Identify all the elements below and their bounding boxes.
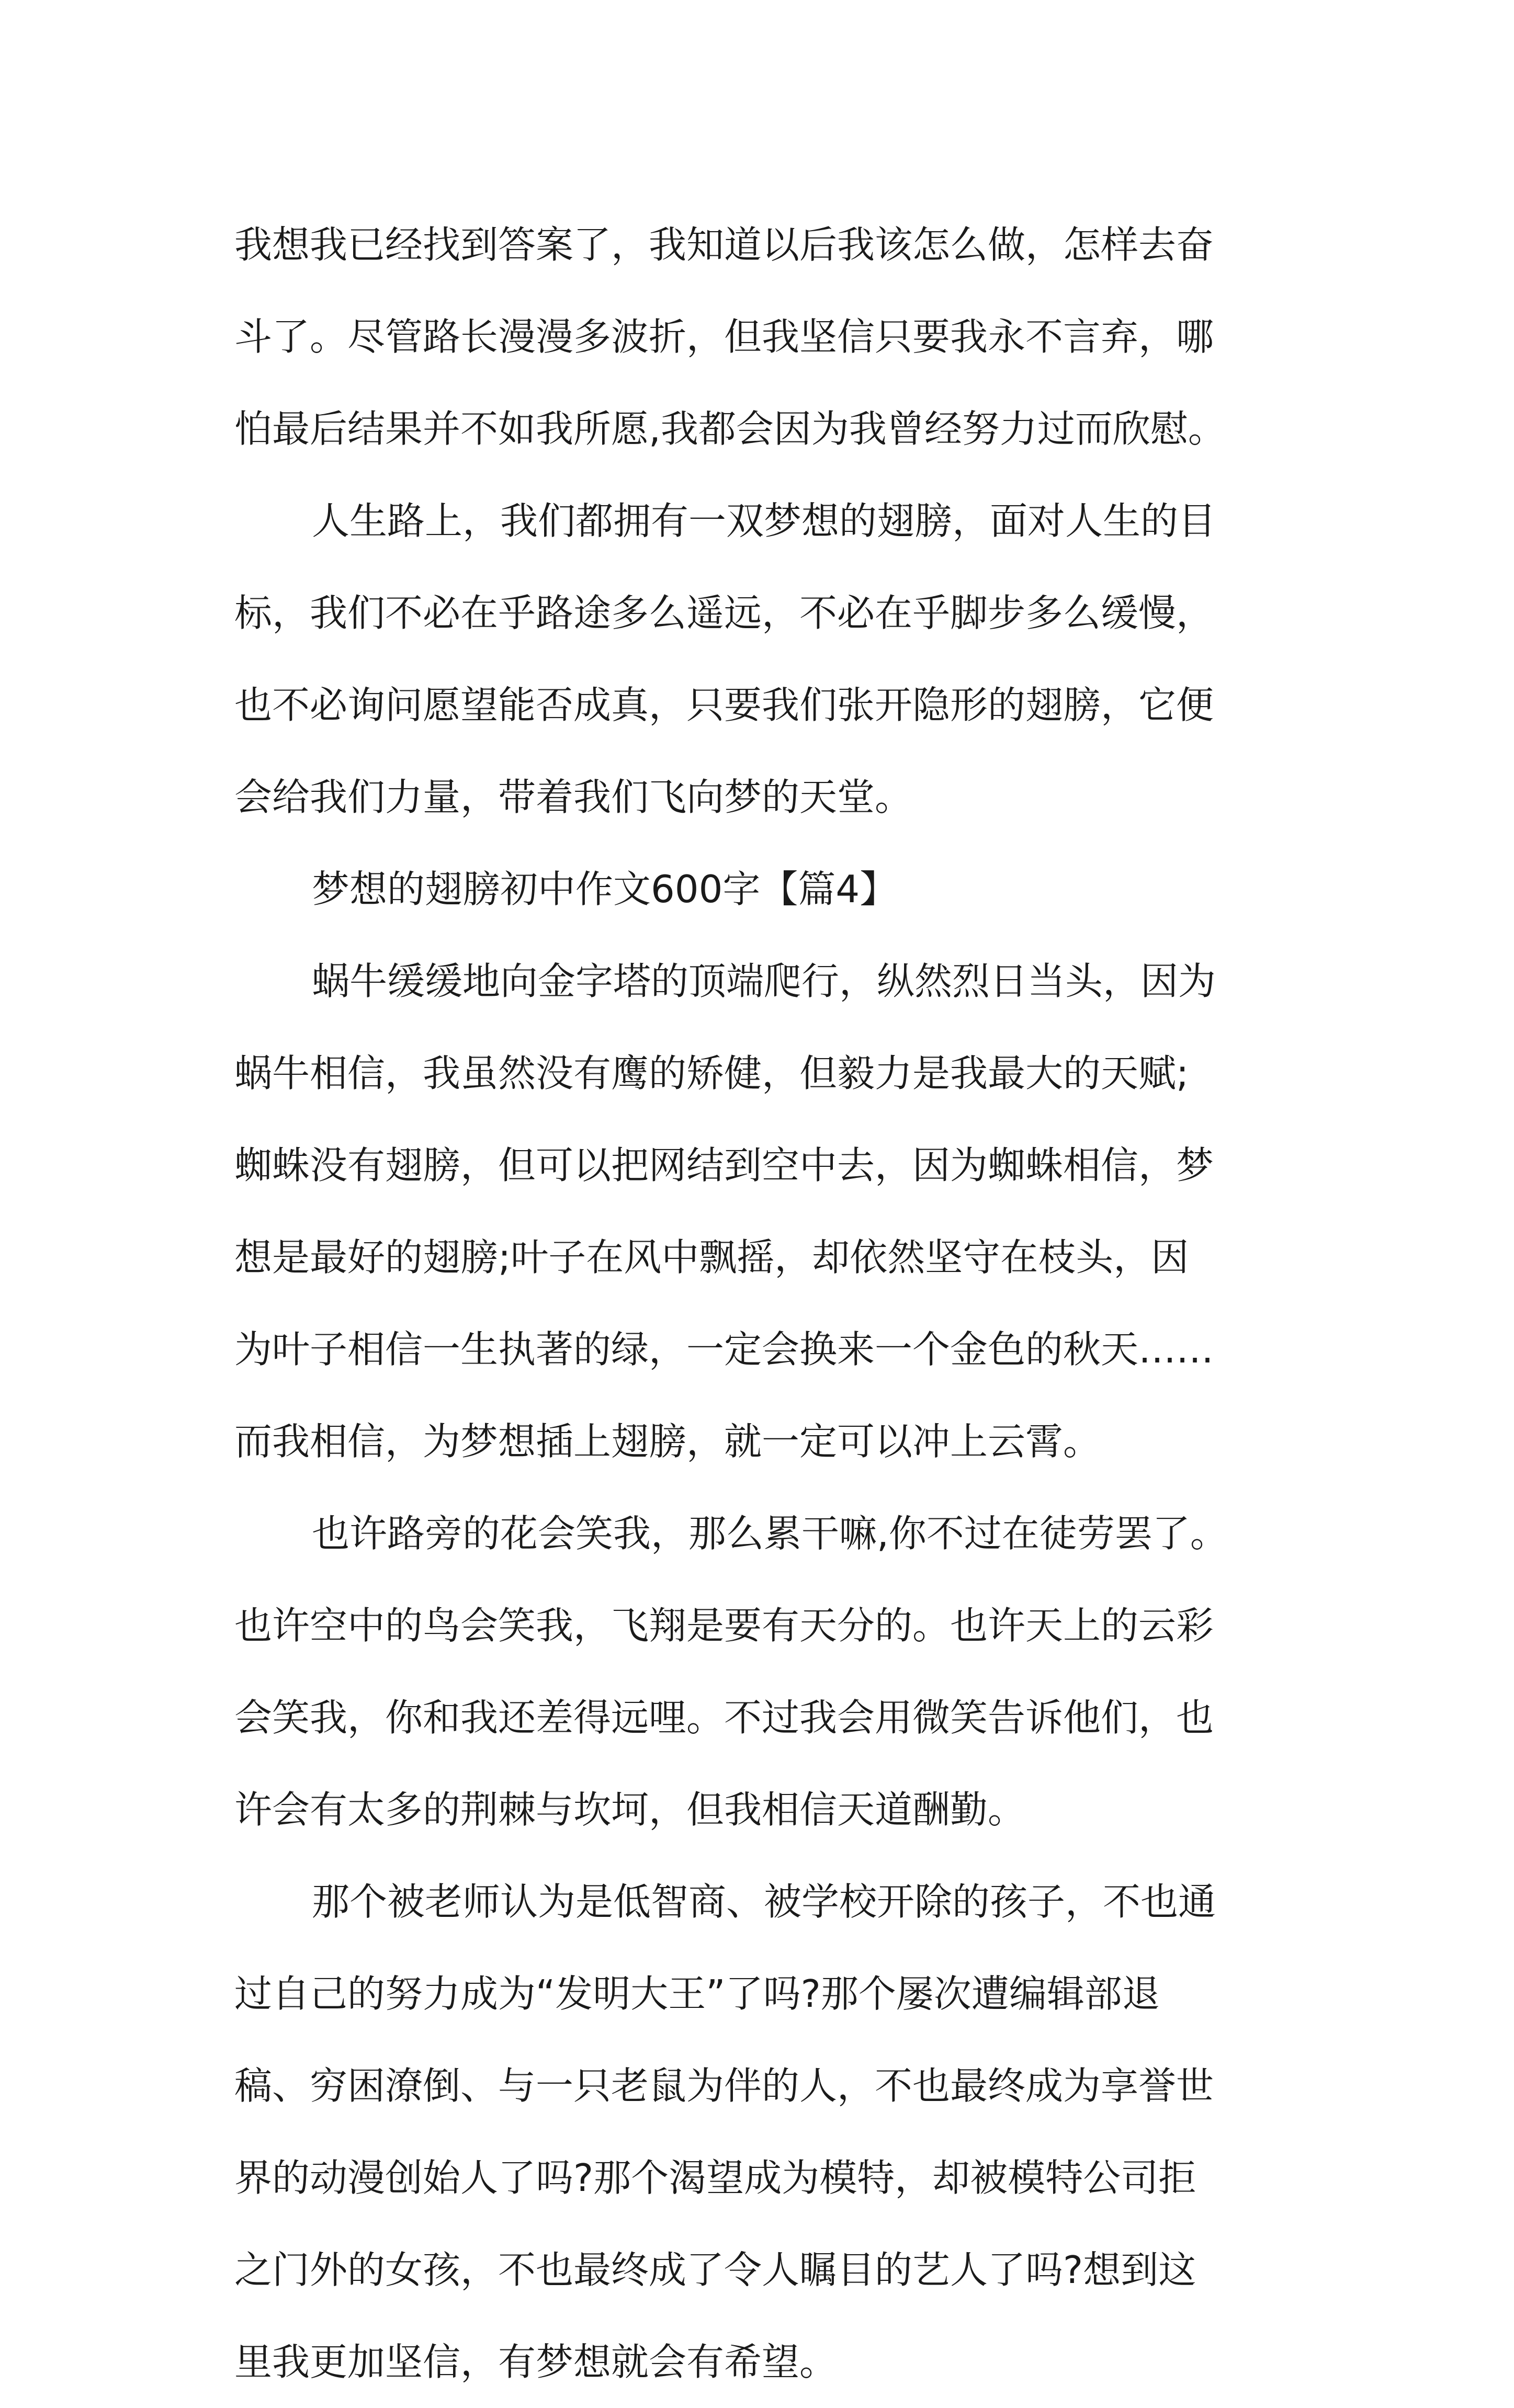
text-line: 蜗牛相信，我虽然没有鹰的矫健，但毅力是我最大的天赋;	[234, 1051, 1189, 1095]
text-line: 过自己的努力成为“发明大王”了吗?那个屡次遭编辑部退	[234, 1972, 1160, 2016]
text-line: 斗了。尽管路长漫漫多波折，但我坚信只要我永不言弃，哪	[234, 315, 1214, 359]
text-line: 会给我们力量，带着我们飞向梦的天堂。	[234, 775, 913, 819]
text-line: 会笑我，你和我还差得远哩。不过我会用微笑告诉他们，也	[234, 1696, 1214, 1740]
text-line: 蜘蛛没有翅膀，但可以把网结到空中去，因为蜘蛛相信，梦	[234, 1143, 1214, 1187]
text-line: 稿、穷困潦倒、与一只老鼠为伴的人，不也最终成为享誉世	[234, 2064, 1214, 2108]
text-line: 许会有太多的荆棘与坎坷，但我相信天道酬勤。	[234, 1788, 1026, 1832]
text-line: 标，我们不必在乎路途多么遥远，不必在乎脚步多么缓慢，	[234, 591, 1214, 635]
text-line: 界的动漫创始人了吗?那个渴望成为模特，却被模特公司拒	[234, 2156, 1196, 2200]
document-body	[234, 199, 1343, 2408]
text-line: 蜗牛缓缓地向金字塔的顶端爬行，纵然烈日当头，因为	[312, 959, 1216, 1003]
text-line: 怕最后结果并不如我所愿,我都会因为我曾经努力过而欣慰。	[234, 407, 1226, 451]
text-line: 也许路旁的花会笑我，那么累干嘛,你不过在徒劳罢了。	[312, 1512, 1228, 1555]
text-line: 而我相信，为梦想插上翅膀，就一定可以冲上云霄。	[234, 1419, 1101, 1463]
text-line: 也不必询问愿望能否成真，只要我们张开隐形的翅膀，它便	[234, 683, 1214, 727]
text-line: 想是最好的翅膀;叶子在风中飘摇，却依然坚守在枝头，因	[234, 1235, 1189, 1279]
text-line: 之门外的女孩，不也最终成了令人瞩目的艺人了吗?想到这	[234, 2248, 1196, 2292]
text-line: 里我更加坚信，有梦想就会有希望。	[234, 2340, 838, 2384]
text-line: 也许空中的鸟会笑我，飞翔是要有天分的。也许天上的云彩	[234, 1604, 1214, 1648]
text-line: 那个被老师认为是低智商、被学校开除的孩子，不也通	[312, 1880, 1216, 1924]
text-line: 人生路上，我们都拥有一双梦想的翅膀，面对人生的目	[312, 499, 1216, 543]
text-line: 梦想的翅膀初中作文600字【篇4】	[312, 867, 898, 911]
text-line: 我想我已经找到答案了，我知道以后我该怎么做，怎样去奋	[234, 223, 1214, 267]
text-line: 为叶子相信一生执著的绿，一定会换来一个金色的秋天……	[234, 1327, 1214, 1371]
